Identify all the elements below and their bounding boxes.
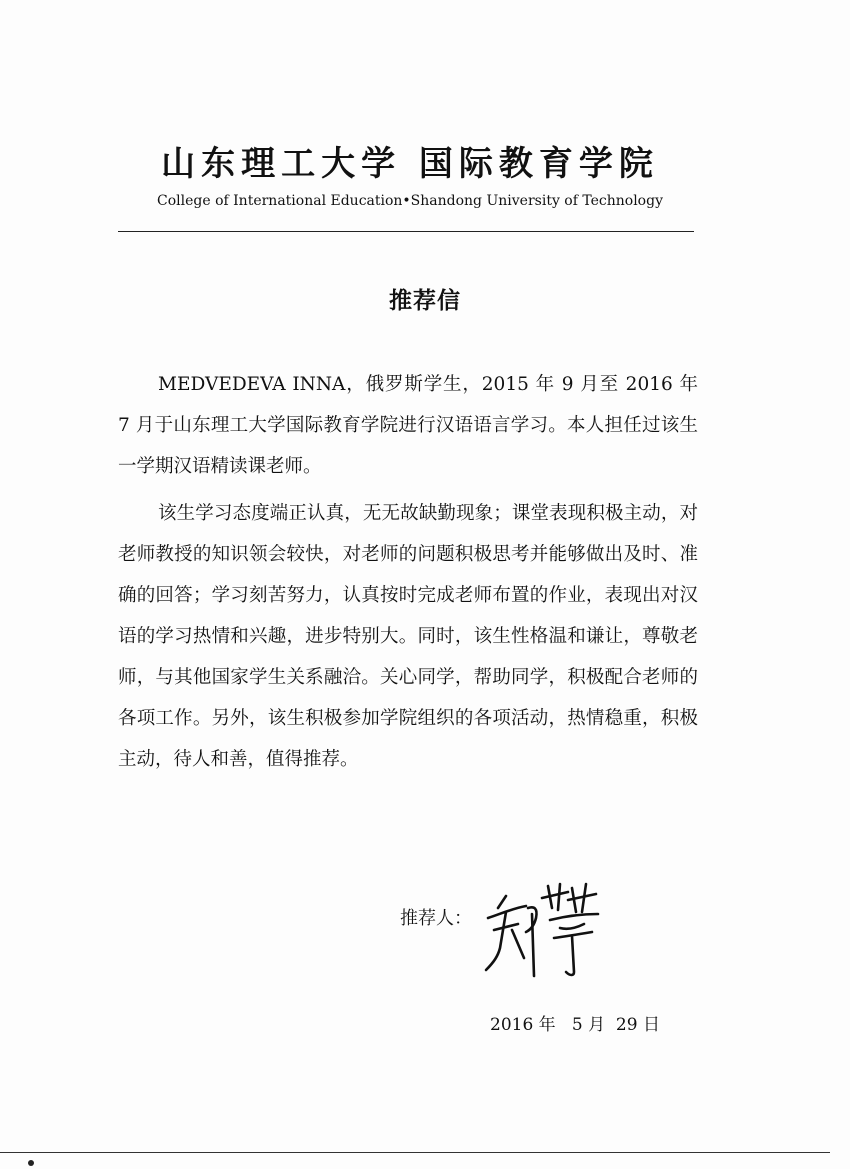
paragraph-1: MEDVEDEVA INNA，俄罗斯学生，2015 年 9 月至 2016 年 7 月于山东理工大学国际教育学院进行汉语语言学习。本人担任过该生一学期汉语精读课老师。: [118, 374, 698, 477]
letter-title: 推荐信: [389, 288, 461, 314]
paragraph-2: 该生学习态度端正认真，无无故缺勤现象；课堂表现积极主动，对老师教授的知识领会较快，对老师的问题积极思考并能够做出及时、准确的回答；学习刻苦努力，认真按时完成老师布置的作业，表现出对汉语的学习热情和兴趣，进步特别大。同时，该生性格温和谦让，尊敬老师，与其他国家学生关系融洽。关心同学，帮助同学，积极配合老师的各项工作。另外，该生积极参加学院组织的各项活动，热情稳重，积极主动，待人和善，值得推荐。: [118, 503, 698, 770]
institution-subtitle: College of International Education•Shandong University of Technology: [157, 193, 663, 209]
handwritten-signature: [476, 878, 606, 978]
letter-body: [118, 364, 698, 780]
letter-date: 2016 年 5 月 29 日: [490, 1015, 660, 1035]
recommender-label: 推荐人：: [400, 908, 472, 929]
institution-name: 山东理工大学 国际教育学院: [161, 144, 659, 184]
scan-artifact-dot: [28, 1160, 34, 1166]
header-divider: [118, 231, 694, 232]
scan-edge-line: [0, 1152, 830, 1153]
